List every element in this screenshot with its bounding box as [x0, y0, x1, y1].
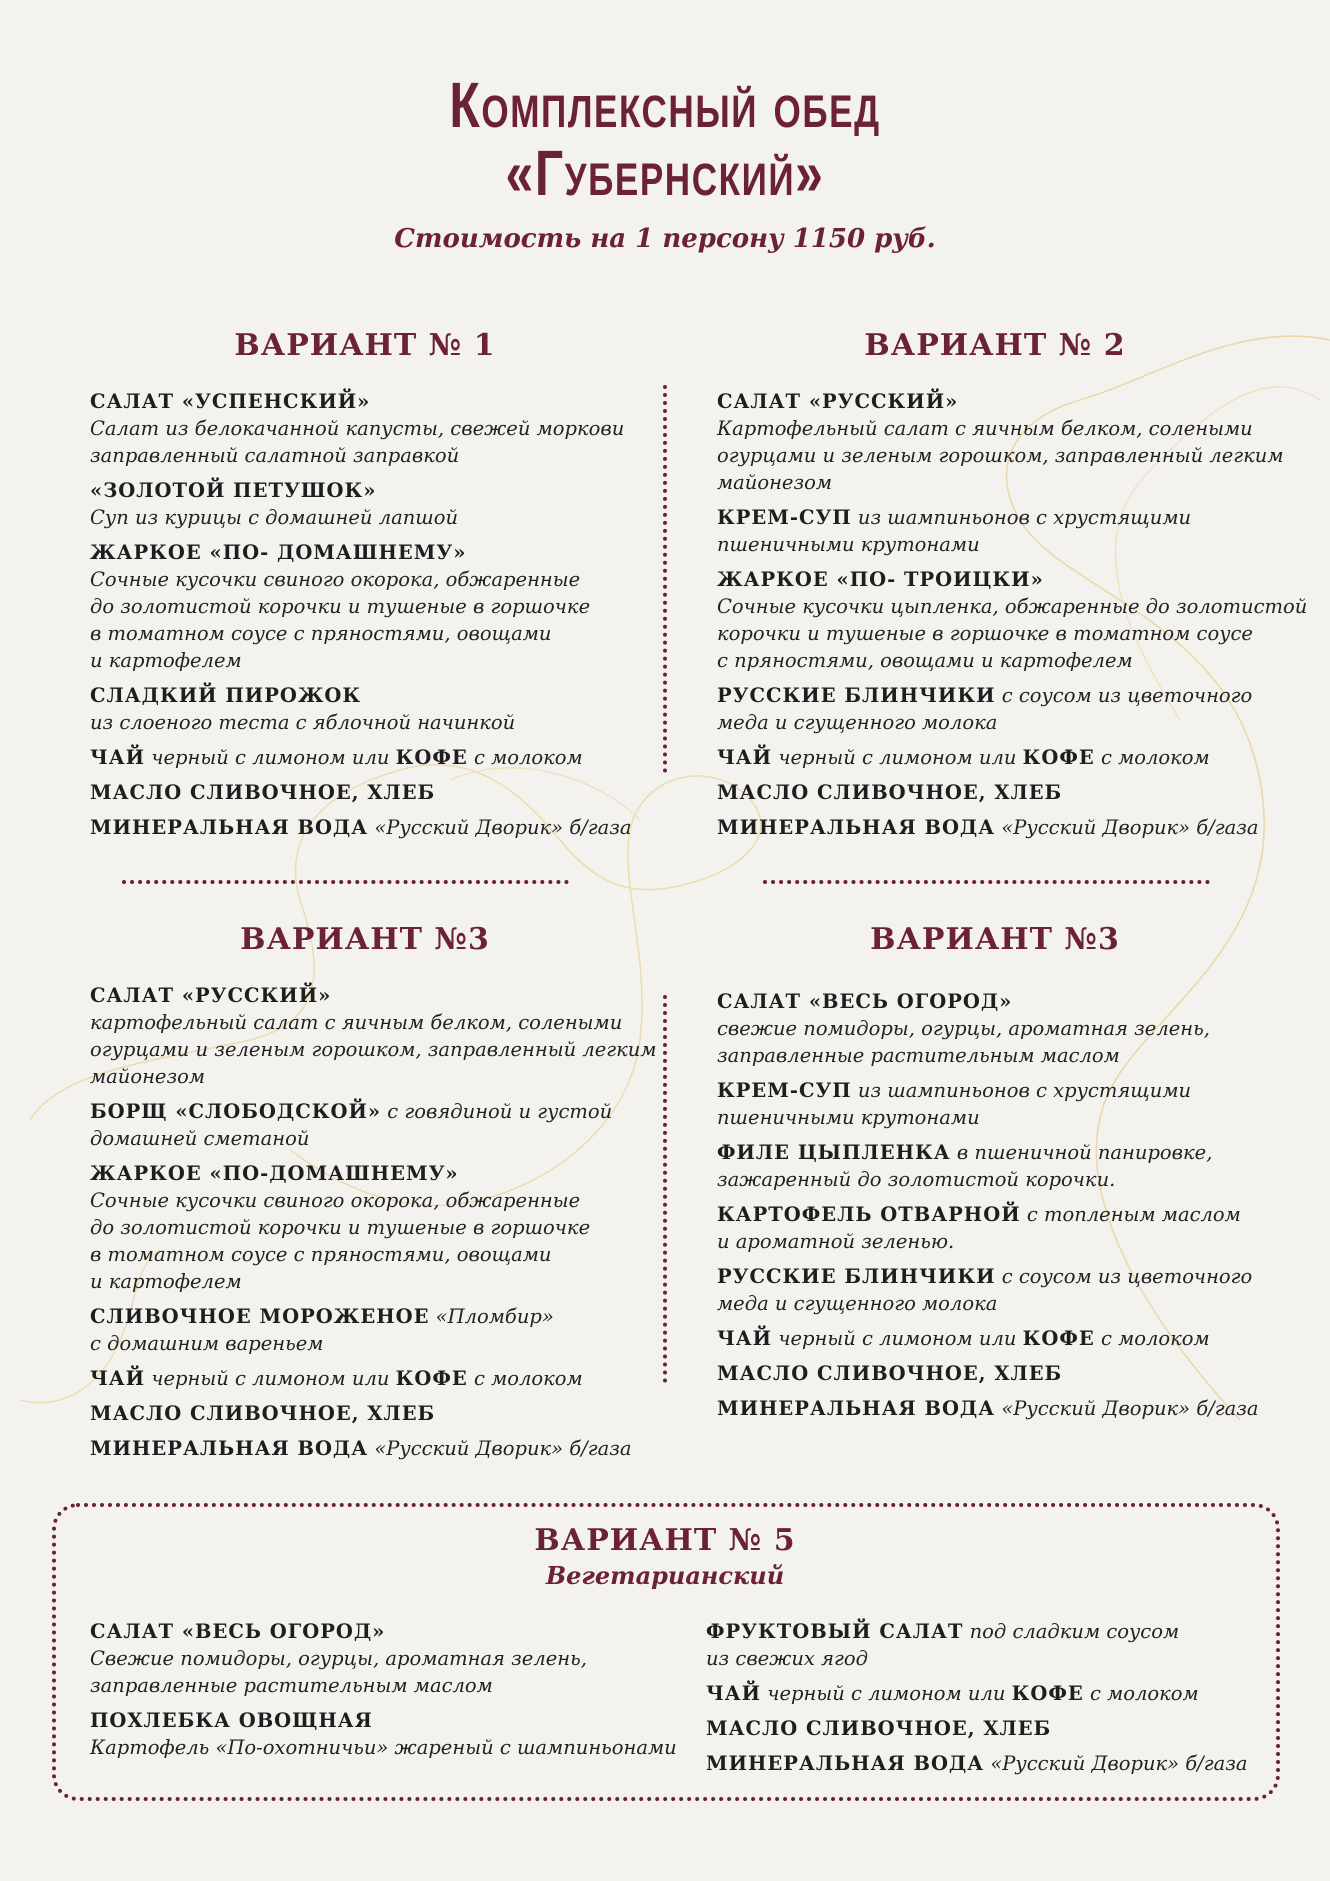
dish-description: с молоком — [467, 746, 583, 769]
menu-item-line — [90, 1125, 650, 1152]
menu-item-line — [717, 779, 1297, 806]
dish-name: ЧАЙ — [717, 1327, 773, 1350]
menu-item-line — [717, 1166, 1297, 1193]
dish-name: РУССКИЕ БЛИНЧИКИ — [717, 684, 996, 707]
dish-description: Салат из белокачанной капусты, свежей моркови — [90, 417, 625, 440]
menu-item-line — [90, 1645, 670, 1672]
price-per-person: Стоимость на 1 персону 1150 руб. — [394, 224, 936, 254]
menu-item-line — [717, 682, 1297, 709]
dish-name: КАРТОФЕЛЬ ОТВАРНОЙ — [717, 1203, 1021, 1226]
menu-item — [717, 682, 1297, 736]
dish-description: корочки и тушеные в горшочке в томатном соусе — [717, 622, 1253, 645]
menu-item-line — [706, 1618, 1266, 1645]
menu-item — [706, 1618, 1266, 1672]
dish-description: пшеничными крутонами — [717, 533, 980, 556]
dish-description: меда и сгущенного молока — [717, 1292, 998, 1315]
menu-item — [90, 539, 650, 674]
dish-description: Сочные кусочки свиного окорока, обжаренные — [90, 1189, 581, 1212]
dish-description: черный с лимоном или — [145, 746, 396, 769]
dish-description: из свежих ягод — [706, 1647, 868, 1670]
menu-item-line — [90, 593, 650, 620]
dish-description: с соусом из цветочного — [995, 684, 1253, 707]
variant-5-items-left — [90, 1618, 677, 1769]
menu-item-line — [90, 647, 650, 674]
menu-item-line — [90, 744, 650, 771]
menu-item-line — [90, 1241, 650, 1268]
horizontal-divider-right — [763, 880, 1210, 884]
dish-description: из шампиньонов с хрустящими — [851, 1079, 1192, 1102]
dish-description: зажаренный до золотистой корочки. — [717, 1168, 1116, 1191]
dish-description: Сочные кусочки цыпленка, обжаренные до золотистой — [717, 595, 1308, 618]
menu-item — [717, 1325, 1297, 1352]
menu-item — [717, 566, 1308, 674]
dish-name: СЛАДКИЙ ПИРОЖОК — [90, 684, 362, 707]
menu-item-line — [717, 1104, 1297, 1131]
menu-item-line — [717, 504, 1297, 531]
dish-description: «Русский Дворик» б/газа — [368, 1437, 632, 1460]
menu-item-line — [90, 1063, 650, 1090]
menu-item-line — [717, 1325, 1297, 1352]
menu-item-line — [90, 1400, 650, 1427]
menu-item — [90, 1435, 650, 1462]
vertical-divider-top — [663, 385, 667, 773]
dish-name: ЧАЙ — [90, 746, 146, 769]
horizontal-divider-left — [122, 880, 569, 884]
dish-description: картофельный салат с яичным белком, солеными — [90, 1011, 623, 1034]
menu-item-line — [90, 388, 650, 415]
dish-description: с домашним вареньем — [90, 1332, 324, 1355]
dish-description: огурцами и зеленым горошком, заправленный легким — [90, 1038, 657, 1061]
menu-item — [90, 477, 650, 531]
menu-item-line — [717, 1228, 1297, 1255]
menu-item-line — [90, 504, 650, 531]
dish-name: САЛАТ «ВЕСЬ ОГОРОД» — [717, 990, 1013, 1013]
variant-3-items — [90, 982, 657, 1470]
menu-item — [90, 682, 650, 736]
variant-1-items — [90, 388, 650, 849]
dish-name: ЖАРКОЕ «ПО- ДОМАШНЕМУ» — [90, 541, 467, 564]
menu-item-line — [90, 566, 650, 593]
dish-name: ЧАЙ — [706, 1682, 762, 1705]
dish-name: ЖАРКОЕ «ПО- ТРОИЦКИ» — [717, 568, 1044, 591]
dish-description: «Русский Дворик» б/газа — [995, 816, 1259, 839]
menu-item-line — [90, 1009, 650, 1036]
menu-item-line — [90, 1734, 677, 1761]
variant-4-items — [717, 988, 1297, 1430]
dish-name: КРЕМ-СУП — [717, 1079, 852, 1102]
menu-item-line — [90, 709, 650, 736]
dish-name: «ЗОЛОТОЙ ПЕТУШОК» — [90, 479, 377, 502]
dish-description: и картофелем — [90, 1270, 242, 1293]
menu-item-line — [717, 744, 1297, 771]
dish-description: до золотистой корочки и тушеные в горшочке — [90, 1216, 591, 1239]
dish-description: с топленым маслом — [1020, 1203, 1241, 1226]
menu-item-line — [90, 477, 650, 504]
variant-4-title: ВАРИАНТ №3 — [870, 922, 1120, 957]
menu-item-line — [90, 1268, 650, 1295]
menu-title-line1: Комплексный обед — [449, 69, 881, 141]
menu-item-line — [717, 620, 1297, 647]
menu-item-line — [717, 1360, 1297, 1387]
menu-item-line — [90, 682, 650, 709]
dish-name: ПОХЛЕБКА ОВОЩНАЯ — [90, 1709, 373, 1732]
dish-name: ЧАЙ — [90, 1367, 146, 1390]
menu-item-line — [717, 469, 1297, 496]
dish-description: майонезом — [717, 471, 833, 494]
dish-description: Картофель «По-охотничьи» жареный с шампиньонами — [90, 1736, 677, 1759]
menu-item — [706, 1715, 1266, 1742]
menu-item-line — [90, 982, 650, 1009]
menu-item-line — [717, 442, 1297, 469]
menu-item-line — [717, 814, 1297, 841]
dish-name: МИНЕРАЛЬНАЯ ВОДА — [90, 816, 369, 839]
dish-name: СЛИВОЧНОЕ МОРОЖЕНОЕ — [90, 1305, 430, 1328]
dish-description: черный с лимоном или — [145, 1367, 396, 1390]
menu-item — [90, 1160, 650, 1295]
menu-item-line — [90, 814, 650, 841]
menu-item — [90, 388, 650, 469]
menu-item — [90, 1098, 650, 1152]
dish-description: черный с лимоном или — [772, 1327, 1023, 1350]
dish-description: заправленный салатной заправкой — [90, 444, 460, 467]
dish-name: МИНЕРАЛЬНАЯ ВОДА — [90, 1437, 369, 1460]
dish-description: черный с лимоном или — [772, 746, 1023, 769]
dish-name: САЛАТ «РУССКИЙ» — [90, 984, 332, 1007]
menu-item — [90, 1618, 670, 1699]
variant-5-items-right — [706, 1618, 1266, 1785]
dish-name: ЧАЙ — [717, 746, 773, 769]
menu-item-line — [90, 442, 650, 469]
menu-item-line — [717, 415, 1297, 442]
dish-name: ЖАРКОЕ «ПО-ДОМАШНЕМУ» — [90, 1162, 459, 1185]
menu-item — [717, 1077, 1297, 1131]
dish-description: майонезом — [90, 1065, 206, 1088]
menu-item-line — [717, 1042, 1297, 1069]
dish-description: с молоком — [1094, 746, 1210, 769]
menu-item — [717, 504, 1297, 558]
dish-description: черный с лимоном или — [761, 1682, 1012, 1705]
dish-description: пшеничными крутонами — [717, 1106, 980, 1129]
dish-description: Сочные кусочки свиного окорока, обжаренные — [90, 568, 581, 591]
menu-item-line — [90, 1618, 670, 1645]
variant-5-title: ВАРИАНТ № 5 — [534, 1523, 796, 1558]
dish-name: МАСЛО СЛИВОЧНОЕ, ХЛЕБ — [706, 1717, 1052, 1740]
menu-item — [90, 814, 650, 841]
menu-item-line — [90, 1036, 657, 1063]
menu-item-line — [90, 1330, 650, 1357]
menu-item-line — [717, 531, 1297, 558]
menu-item — [90, 1707, 677, 1761]
menu-item-line — [717, 388, 1297, 415]
dish-name: КОФЕ — [395, 1367, 468, 1390]
menu-item — [717, 1360, 1297, 1387]
menu-item-line — [90, 539, 650, 566]
menu-item-line — [90, 1303, 650, 1330]
dish-name: ФРУКТОВЫЙ САЛАТ — [706, 1620, 964, 1643]
dish-description: «Русский Дворик» б/газа — [984, 1752, 1248, 1775]
menu-item — [717, 1201, 1297, 1255]
dish-name: БОРЩ «СЛОБОДСКОЙ» — [90, 1100, 382, 1123]
dish-description: в пшеничной панировке, — [950, 1141, 1213, 1164]
dish-description: огурцами и зеленым горошком, заправленный легким — [717, 444, 1284, 467]
menu-title-line2: «Губернский» — [505, 137, 825, 209]
dish-name: КРЕМ-СУП — [717, 506, 852, 529]
dish-name: МАСЛО СЛИВОЧНОЕ, ХЛЕБ — [90, 1402, 436, 1425]
dish-description: заправленные растительным маслом — [717, 1044, 1120, 1067]
menu-item-line — [706, 1715, 1266, 1742]
dish-description: «Пломбир» — [429, 1305, 554, 1328]
menu-item — [90, 1365, 650, 1392]
menu-item — [717, 814, 1297, 841]
dish-description: под сладким соусом — [963, 1620, 1180, 1643]
menu-item-line — [90, 779, 650, 806]
dish-name: МИНЕРАЛЬНАЯ ВОДА — [717, 1397, 996, 1420]
dish-description: Картофельный салат с яичным белком, солеными — [717, 417, 1253, 440]
dish-description: Суп из курицы с домашней лапшой — [90, 506, 459, 529]
menu-item-line — [706, 1680, 1266, 1707]
dish-description: свежие помидоры, огурцы, ароматная зелень, — [717, 1017, 1210, 1040]
dish-description: в томатном соусе с пряностями, овощами — [90, 622, 552, 645]
menu-item — [717, 744, 1297, 771]
menu-item-line — [90, 1365, 650, 1392]
menu-item-line — [90, 1214, 650, 1241]
menu-item-line — [90, 620, 650, 647]
dish-name: МАСЛО СЛИВОЧНОЕ, ХЛЕБ — [717, 1362, 1063, 1385]
menu-item-line — [706, 1750, 1266, 1777]
dish-description: меда и сгущенного молока — [717, 711, 998, 734]
menu-item — [90, 1303, 650, 1357]
menu-item — [706, 1750, 1266, 1777]
menu-item-line — [717, 593, 1308, 620]
dish-description: с молоком — [1083, 1682, 1199, 1705]
menu-item-line — [90, 1435, 650, 1462]
dish-name: МИНЕРАЛЬНАЯ ВОДА — [706, 1752, 985, 1775]
menu-item — [90, 1400, 650, 1427]
menu-item-line — [717, 1290, 1297, 1317]
variant-2-items — [717, 388, 1308, 849]
menu-item-line — [717, 1015, 1297, 1042]
dish-name: КОФЕ — [1022, 1327, 1095, 1350]
dish-name: МАСЛО СЛИВОЧНОЕ, ХЛЕБ — [90, 781, 436, 804]
dish-description: в томатном соусе с пряностями, овощами — [90, 1243, 552, 1266]
menu-item — [90, 744, 650, 771]
menu-item-line — [717, 988, 1297, 1015]
variant-3-title: ВАРИАНТ №3 — [240, 922, 490, 957]
menu-item-line — [717, 1263, 1297, 1290]
menu-item — [717, 388, 1297, 496]
menu-item-line — [90, 1672, 670, 1699]
dish-name: РУССКИЕ БЛИНЧИКИ — [717, 1265, 996, 1288]
dish-description: домашней сметаной — [90, 1127, 310, 1150]
dish-name: ФИЛЕ ЦЫПЛЕНКА — [717, 1141, 951, 1164]
variant-5-subtitle: Вегетарианский — [545, 1561, 785, 1590]
dish-name: МАСЛО СЛИВОЧНОЕ, ХЛЕБ — [717, 781, 1063, 804]
menu-item — [717, 779, 1297, 806]
variant-2-title: ВАРИАНТ № 2 — [864, 328, 1126, 363]
dish-description: «Русский Дворик» б/газа — [995, 1397, 1259, 1420]
menu-item-line — [90, 1707, 670, 1734]
menu-item-line — [90, 1160, 650, 1187]
menu-item-line — [717, 709, 1297, 736]
dish-name: САЛАТ «РУССКИЙ» — [717, 390, 959, 413]
dish-description: и картофелем — [90, 649, 242, 672]
dish-name: КОФЕ — [1011, 1682, 1084, 1705]
dish-name: САЛАТ «УСПЕНСКИЙ» — [90, 390, 371, 413]
dish-name: КОФЕ — [1022, 746, 1095, 769]
menu-item — [90, 982, 657, 1090]
menu-item-line — [717, 1077, 1297, 1104]
dish-description: из шампиньонов с хрустящими — [851, 506, 1192, 529]
menu-item-line — [717, 1395, 1297, 1422]
menu-item — [717, 1263, 1297, 1317]
menu-item — [717, 988, 1297, 1069]
dish-description: из слоеного теста с яблочной начинкой — [90, 711, 516, 734]
menu-item-line — [90, 1098, 650, 1125]
menu-item-line — [717, 1139, 1297, 1166]
dish-description: с пряностями, овощами и картофелем — [717, 649, 1133, 672]
dish-description: с молоком — [1094, 1327, 1210, 1350]
dish-description: «Русский Дворик» б/газа — [368, 816, 632, 839]
dish-name: МИНЕРАЛЬНАЯ ВОДА — [717, 816, 996, 839]
dish-description: с соусом из цветочного — [995, 1265, 1253, 1288]
dish-description: и ароматной зеленью. — [717, 1230, 955, 1253]
menu-item-line — [90, 415, 650, 442]
menu-item — [717, 1395, 1297, 1422]
menu-item — [706, 1680, 1266, 1707]
dish-description: до золотистой корочки и тушеные в горшочке — [90, 595, 591, 618]
dish-description: Свежие помидоры, огурцы, ароматная зелень, — [90, 1647, 587, 1670]
menu-item-line — [90, 1187, 650, 1214]
dish-name: КОФЕ — [395, 746, 468, 769]
dish-description: с говядиной и густой — [381, 1100, 613, 1123]
menu-item-line — [717, 1201, 1297, 1228]
vertical-divider-bottom — [663, 995, 667, 1383]
menu-item — [717, 1139, 1297, 1193]
menu-item-line — [717, 647, 1297, 674]
menu-item-line — [706, 1645, 1266, 1672]
dish-description: с молоком — [467, 1367, 583, 1390]
menu-item — [90, 779, 650, 806]
dish-name: САЛАТ «ВЕСЬ ОГОРОД» — [90, 1620, 386, 1643]
menu-item-line — [717, 566, 1297, 593]
dish-description: заправленные растительным маслом — [90, 1674, 493, 1697]
variant-1-title: ВАРИАНТ № 1 — [234, 328, 496, 363]
